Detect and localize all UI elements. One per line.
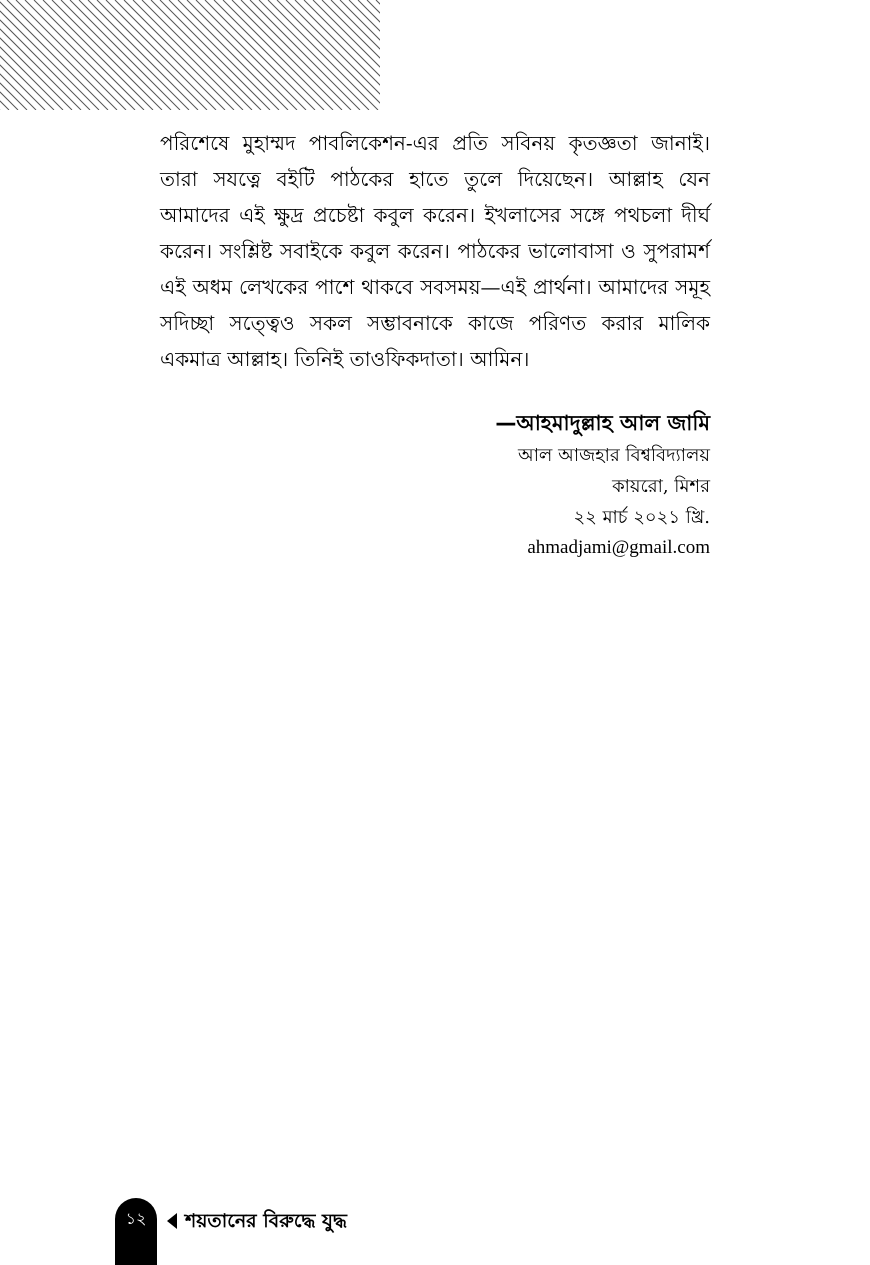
hatch-line bbox=[115, 0, 225, 110]
hatch-line bbox=[187, 0, 297, 110]
hatch-line bbox=[43, 0, 153, 110]
hatch-line bbox=[151, 0, 261, 110]
hatch-line bbox=[268, 0, 378, 110]
hatch-line bbox=[196, 0, 306, 110]
hatch-line bbox=[142, 0, 252, 110]
hatch-line bbox=[79, 0, 189, 110]
hatch-line bbox=[169, 0, 279, 110]
page-number-tab bbox=[115, 1198, 157, 1265]
hatch-line bbox=[250, 0, 360, 110]
hatch-line bbox=[70, 0, 180, 110]
hatch-line bbox=[0, 0, 90, 110]
hatch-line bbox=[241, 0, 351, 110]
hatch-line bbox=[322, 0, 380, 110]
signature-block bbox=[260, 408, 710, 563]
hatch-line bbox=[205, 0, 315, 110]
hatch-line bbox=[259, 0, 369, 110]
hatch-line bbox=[232, 0, 342, 110]
hatch-line bbox=[367, 0, 380, 110]
book-title: শয়তানের বিরুদ্ধে যুদ্ধ bbox=[185, 1210, 347, 1232]
hatch-line bbox=[97, 0, 207, 110]
left-triangle-icon bbox=[167, 1213, 177, 1229]
hatch-line bbox=[133, 0, 243, 110]
hatch-line bbox=[349, 0, 380, 110]
signature-date: ২২ মার্চ ২০২১ খ্রি. bbox=[573, 507, 710, 528]
author-name: —আহমাদুল্লাহ আল জামি bbox=[495, 411, 710, 435]
hatch-line bbox=[223, 0, 333, 110]
author-institution: আল আজহার বিশ্ববিদ্যালয় bbox=[517, 445, 710, 466]
hatch-line bbox=[61, 0, 171, 110]
hatch-line bbox=[34, 0, 144, 110]
hatch-line bbox=[178, 0, 288, 110]
hatch-line bbox=[214, 0, 324, 110]
hatch-line bbox=[0, 0, 108, 110]
hatch-line bbox=[25, 0, 135, 110]
hatch-line bbox=[7, 0, 117, 110]
page-number: ১২ bbox=[125, 1209, 147, 1228]
hatch-line bbox=[124, 0, 234, 110]
acknowledgement-paragraph: পরিশেষে মুহাম্মদ পাবলিকেশন-এর প্রতি সবিনয় কৃতজ্ঞতা জানাই। তারা সযত্নে বইটি পাঠকের হাতে তুলে দিয়েছেন। আল্লাহ যেন আমাদের এই ক্ষুদ্র প্রচেষ্টা কবুল করেন। ইখলাসের সঙ্গে পথচলা দীর্ঘ করেন। সংশ্লিষ্ট সবাইকে কবুল করেন। পাঠকের ভালোবাসা ও সুপরামর্শ এই অধম লেখকের পাশে থাকবে সবসময়—এই প্রার্থনা। আমাদের সমূহ সদিচ্ছা সত্ত্বেও সকল সম্ভাবনাকে কাজে পরিণত করার মালিক একমাত্র আল্লাহ। তিনিই তাওফিকদাতা। আমিন। bbox=[160, 131, 710, 371]
hatch-line bbox=[160, 0, 270, 110]
corner-hatch-decoration bbox=[0, 0, 380, 110]
author-location: কায়রো, মিশর bbox=[612, 476, 710, 497]
author-email: ahmadjami@gmail.com bbox=[527, 537, 710, 558]
hatch-line bbox=[277, 0, 380, 110]
hatch-line bbox=[88, 0, 198, 110]
hatch-line bbox=[16, 0, 126, 110]
hatch-line bbox=[52, 0, 162, 110]
hatch-line bbox=[106, 0, 216, 110]
hatch-line bbox=[0, 0, 18, 110]
hatch-line bbox=[0, 0, 45, 110]
page-footer bbox=[115, 1198, 515, 1265]
